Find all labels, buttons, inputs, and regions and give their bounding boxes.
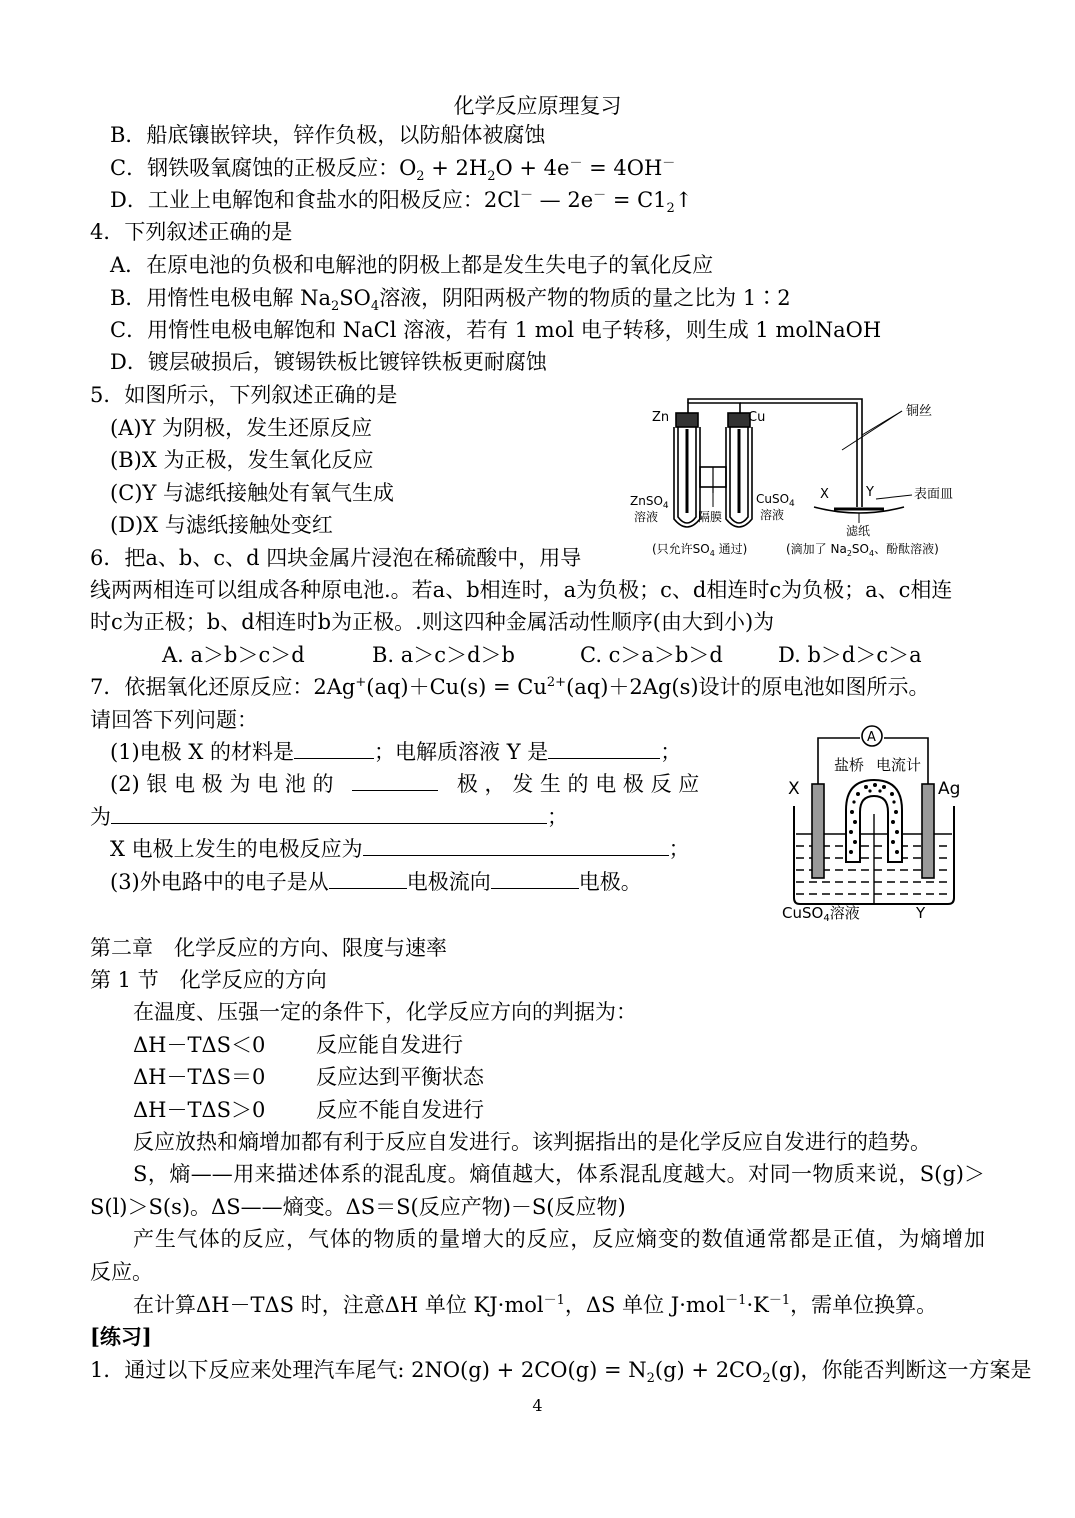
fig7-label-ammeter: 电流计	[876, 756, 922, 774]
q6-option-b: B. a＞c＞d＞b	[372, 643, 515, 667]
criterion-intro: 在温度、压强一定的条件下，化学反应方向的判据为：	[133, 1000, 637, 1024]
fig5-label-zn: Zn	[652, 410, 670, 425]
q5-option-b: (B)X 为正极，发生氧化反应	[110, 448, 374, 472]
criterion-3-result: 反应不能自发进行	[316, 1098, 484, 1122]
q6-option-c: C. c＞a＞b＞d	[580, 643, 723, 667]
q7-part-1: (1)电极 X 的材料是 ；电解质溶液 Y 是 ；	[110, 740, 682, 764]
fig7-label-ammeter-a: A	[867, 730, 876, 745]
q7-part-3: (3)外电路中的电子是从 电极流向 电极。	[110, 870, 642, 894]
q7-ask: 请回答下列问题：	[90, 708, 258, 732]
fig5-label-filter: 滤纸	[846, 524, 871, 538]
answer-blank-silver-pole[interactable]	[352, 770, 438, 791]
fig7-label-x: X	[788, 779, 800, 799]
q7-galvanic-cell-figure	[780, 722, 970, 922]
q3-option-d: D．工业上电解饱和食盐水的阳极反应：2Cl－ — $2e^- = C1_2↑$	[110, 188, 693, 217]
q6-line-2: 线两两相连可以组成各种原电池.。若a、b相连时，a为负极；c、d相连时c为负极；a、c相连	[90, 578, 953, 602]
q3-option-c: C．钢铁吸氧腐蚀的正极反应：$O_2 + 2H_2O + 4e^- = 4OH^-$	[110, 156, 676, 185]
q5-electrolysis-figure	[624, 395, 964, 563]
fig5-note-left: (只允许$SO_4$ 通过)	[652, 542, 748, 558]
fig5-label-dish: 表面皿	[914, 487, 954, 502]
criterion-1-result: 反应能自发进行	[316, 1033, 463, 1057]
entropy-increase-line2: 反应。	[90, 1260, 153, 1284]
q7-stem: 7．依据氧化还原反应：$2Ag^+(aq)+Cu(s) = Cu^{2+}(aq)+2Ag(s)$设计的原电池如图所示。	[90, 675, 930, 699]
fig5-note-right: (滴加了 $Na_2SO_4$、酚酞溶液)	[786, 542, 939, 558]
q6-line-3: 时c为正极；b、d相连时b为正极。.则这四种金属活动性顺序(由大到小)为	[90, 610, 775, 634]
q6-option-a: A. a＞b＞c＞d	[162, 643, 305, 667]
fig5-label-x: X	[820, 487, 829, 502]
fig5-label-cuso4: CuSO$_4$	[756, 492, 795, 509]
entropy-definition-line2: S(l)＞S(s)。ΔS——熵变。ΔS＝S(反应产物)－S(反应物)	[90, 1195, 626, 1219]
practice-1: 1．通过以下反应来处理汽车尾气: $2NO(g) + 2CO(g) = N_2(g) + 2CO_2(g)$，你能否判断这一方案是	[90, 1358, 1032, 1387]
answer-blank-x-reaction[interactable]	[363, 835, 669, 856]
q4-option-c: C．用惰性电极电解饱和 NaCl 溶液，若有 1 mol 电子转移，则生成 1 molNaOH	[110, 318, 882, 342]
fig5-label-membrane: 隔膜	[698, 510, 723, 524]
criterion-2-formula: ΔH－TΔS＝0	[133, 1065, 266, 1089]
spontaneity-note: 反应放热和熵增加都有利于反应自发进行。该判据指出的是化学反应自发进行的趋势。	[133, 1130, 931, 1154]
answer-blank-silver-reaction[interactable]	[111, 803, 547, 824]
fig7-label-y: Y	[916, 904, 926, 922]
page-number: 4	[532, 1396, 543, 1415]
fig5-label-y: Y	[866, 485, 874, 500]
fig7-label-ag: Ag	[938, 779, 961, 799]
entropy-definition-line1: S，熵——用来描述体系的混乱度。熵值越大，体系混乱度越大。对同一物质来说，S(g)＞	[133, 1162, 985, 1186]
criterion-1-formula: ΔH－TΔS＜0	[133, 1033, 266, 1057]
fig7-label-cuso4: CuSO$_4$溶液	[782, 904, 860, 922]
q5-option-a: (A)Y 为阴极，发生还原反应	[110, 416, 373, 440]
q3-option-b: B．船底镶嵌锌块，锌作负极，以防船体被腐蚀	[110, 123, 546, 147]
criterion-2-result: 反应达到平衡状态	[316, 1065, 484, 1089]
fig5-label-znso4-solution: 溶液	[634, 510, 659, 524]
chapter-heading: 第二章 化学反应的方向、限度与速率	[90, 936, 447, 960]
q4-option-a: A．在原电池的负极和电解池的阴极上都是发生失电子的氧化反应	[110, 253, 714, 277]
q4-option-d: D．镀层破损后，镀锡铁板比镀锌铁板更耐腐蚀	[110, 350, 547, 374]
answer-blank-electrode-x[interactable]	[294, 738, 374, 759]
q7-part-2-line3: X 电极上发生的电极反应为 ；	[110, 837, 690, 861]
q5-option-d: (D)X 与滤纸接触处变红	[110, 513, 333, 537]
q5-stem: 5．如图所示，下列叙述正确的是	[90, 383, 398, 407]
q5-option-c: (C)Y 与滤纸接触处有氧气生成	[110, 481, 394, 505]
answer-blank-electron-to[interactable]	[491, 868, 579, 889]
practice-heading: [练习]	[90, 1324, 152, 1349]
q6-line-1: 6．把a、b、c、d 四块金属片浸泡在稀硫酸中，用导	[90, 546, 582, 570]
entropy-increase-line1: 产生气体的反应，气体的物质的量增大的反应，反应熵变的数值通常都是正值，为熵增加	[133, 1227, 985, 1251]
q4-stem: 4．下列叙述正确的是	[90, 220, 293, 244]
answer-blank-electrolyte-y[interactable]	[548, 738, 660, 759]
q7-part-2-line1: (2) 银 电 极 为 电 池 的 极 ， 发 生 的 电 极 反 应	[110, 772, 700, 796]
q7-part-2-line2: 为 ；	[90, 805, 568, 829]
section-heading: 第 1 节 化学反应的方向	[90, 968, 327, 992]
fig5-label-copper-wire: 铜丝	[906, 404, 933, 419]
answer-blank-electron-from[interactable]	[329, 868, 407, 889]
fig7-label-salt-bridge: 盐桥	[834, 756, 865, 774]
fig5-label-znso4: ZnSO$_4$	[630, 494, 669, 511]
unit-conversion-note: 在计算ΔH－TΔS 时，注意ΔH 单位 KJ·mol$^{-1}$，ΔS 单位 $J\cdot mol^{-1}\cdot K^{-1}$，需单位换算。	[133, 1293, 938, 1317]
q4-option-b: B．用惰性电极电解 $Na_2SO_4$溶液，阴阳两极产物的物质的量之比为 1∶2	[110, 286, 791, 315]
q6-option-d: D. b＞d＞c＞a	[778, 643, 922, 667]
fig5-label-cuso4-solution: 溶液	[760, 508, 785, 522]
criterion-3-formula: ΔH－TΔS＞0	[133, 1098, 266, 1122]
page-title: 化学反应原理复习	[453, 94, 622, 118]
fig5-label-cu: Cu	[748, 410, 766, 425]
